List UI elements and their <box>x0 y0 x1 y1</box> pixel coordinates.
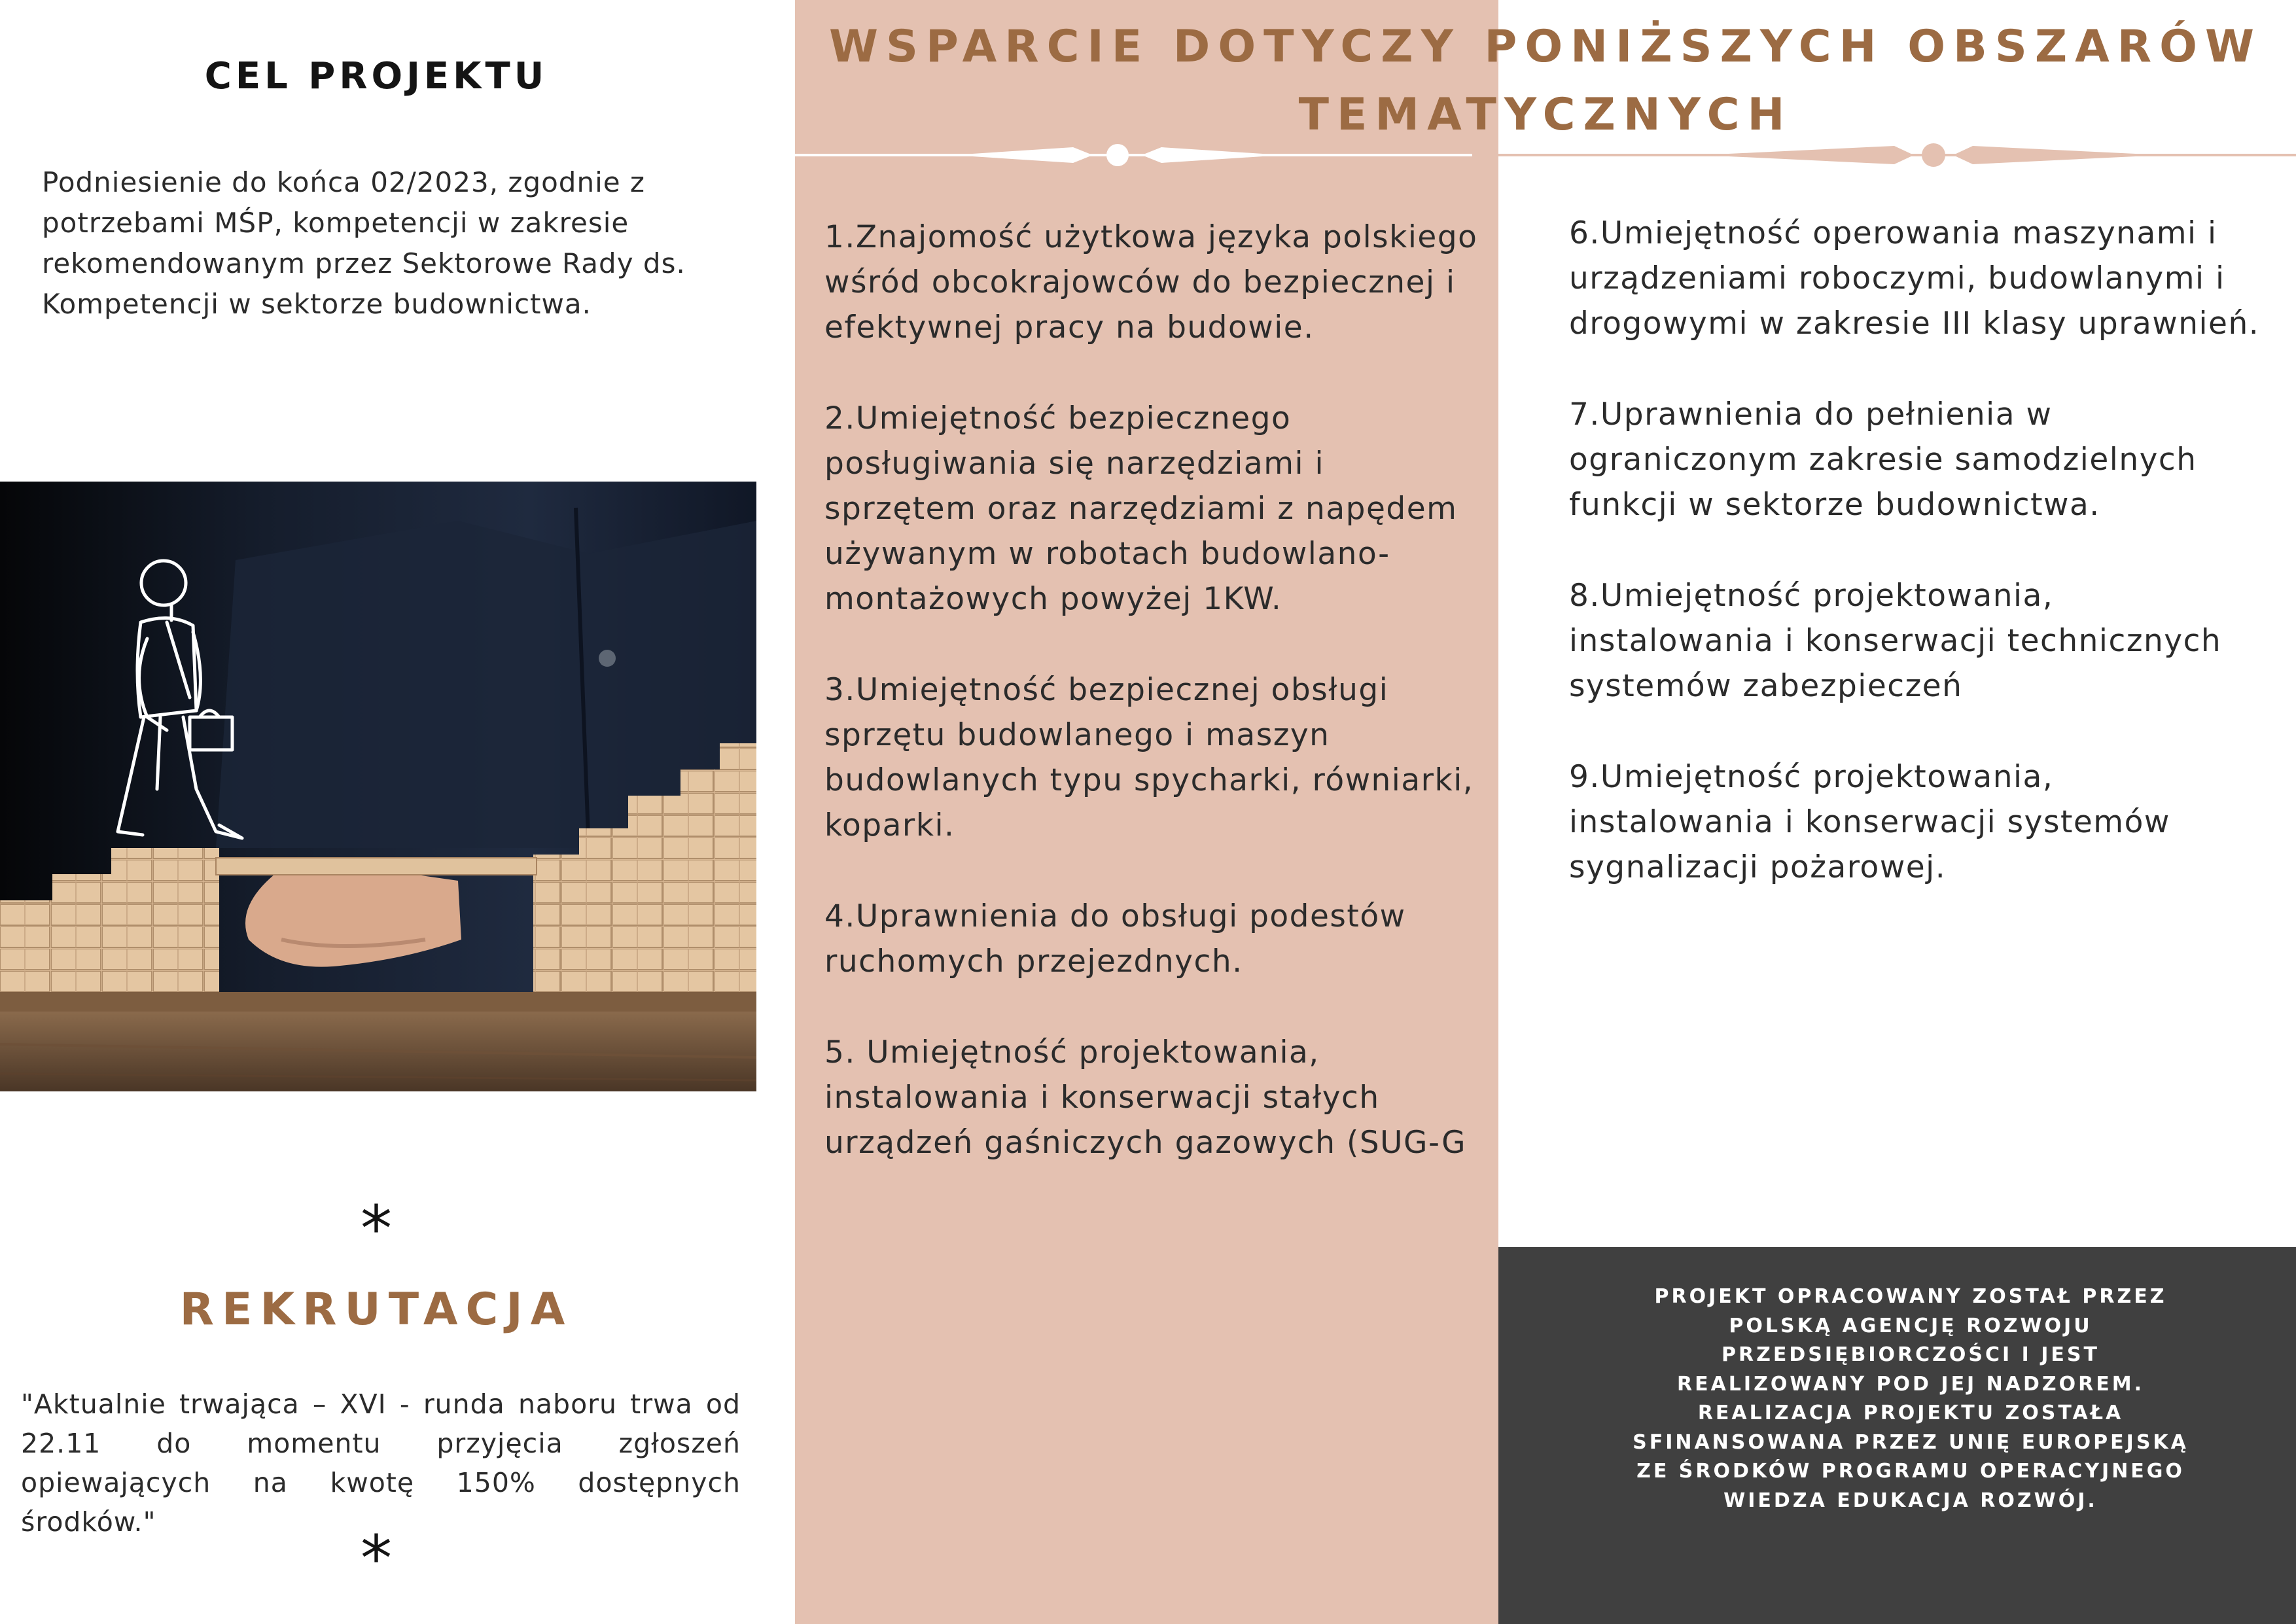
project-goal-text: Podniesienie do końca 02/2023, zgodnie z potrzebami MŚP, kompetencji w zakresie rekomendowanym przez Sektorowe Rady ds. Kompetencji w sektorze budownictwa. <box>42 166 686 320</box>
ornamental-divider <box>795 134 2296 180</box>
recruitment-text: "Aktualnie trwająca – XVI - runda naboru trwa od 22.11 do momentu przyjęcia zgłoszeń opiewających na kwotę 150% dostępnych środków." <box>21 1388 741 1538</box>
support-areas-title <box>795 13 2296 149</box>
support-title-line2: TEMATYCZNYCH <box>1298 89 1793 141</box>
support-area-item-4: 4.Uprawnienia do obsługi podestów ruchomych przejezdnych. <box>824 898 1406 980</box>
support-area-item-7: 7.Uprawnienia do pełnienia w ograniczonym zakresie samodzielnych funkcji w sektorze budownictwa. <box>1569 397 2197 523</box>
support-areas-list-2 <box>1569 211 2263 936</box>
support-area-item-9: 9.Umiejętność projektowania, instalowania i konserwacji systemów sygnalizacji pożarowej. <box>1569 759 2170 885</box>
decorative-asterisk-bottom: * <box>361 1522 392 1595</box>
support-areas-list-1 <box>824 215 1479 1211</box>
divider-ornament-right <box>1701 143 2163 167</box>
support-area-item-2: 2.Umiejętność bezpiecznego posługiwania się narzędziami i sprzętem oraz narzędziami z napędem używanym w robotach budowlano-montażowych powyżej 1KW. <box>824 400 1458 617</box>
support-area-item-3: 3.Umiejętność bezpiecznej obsługi sprzętu budowlanego i maszyn budowlanych typu spycharki, równiarki, koparki. <box>824 672 1474 843</box>
support-area-item-8: 8.Umiejętność projektowania, instalowania i konserwacji technicznych systemów zabezpieczeń <box>1569 578 2222 704</box>
support-title-line1: WSPARCIE DOTYCZY PONIŻSZYCH OBSZARÓW <box>829 21 2262 73</box>
decorative-asterisk-top: * <box>361 1192 392 1265</box>
recruitment-heading: REKRUTACJA <box>179 1284 573 1335</box>
support-area-item-1: 1.Znajomość użytkowa języka polskiego wśród obcokrajowców do bezpiecznej i efektywnej pracy na budowie. <box>824 219 1478 345</box>
support-area-item-6: 6.Umiejętność operowania maszynami i urządzeniami roboczymi, budowlanymi i drogowymi w zakresie III klasy uprawnień. <box>1569 215 2260 342</box>
funding-note: PROJEKT OPRACOWANY ZOSTAŁ PRZEZ POLSKĄ AGENCJĘ ROZWOJU PRZEDSIĘBIORCZOŚCI I JEST REALIZOWANY POD JEJ NADZOREM. REALIZACJA PROJEKTU ZOSTAŁA SFINANSOWANA PRZEZ UNIĘ EUROPEJSKĄ ZE ŚRODKÓW PROGRAMU OPERACYJNEGO WIEDZA EDUKACJA ROZWÓJ. <box>1633 1285 2189 1512</box>
support-area-item-5: 5. Umiejętność projektowania, instalowania i konserwacji stałych urządzeń gaśniczych gazowych (SUG-G <box>824 1034 1467 1161</box>
project-goal-heading: CEL PROJEKTU <box>204 55 548 97</box>
bridge-blocks-photo <box>0 482 756 1091</box>
divider-ornament-left <box>952 144 1282 166</box>
